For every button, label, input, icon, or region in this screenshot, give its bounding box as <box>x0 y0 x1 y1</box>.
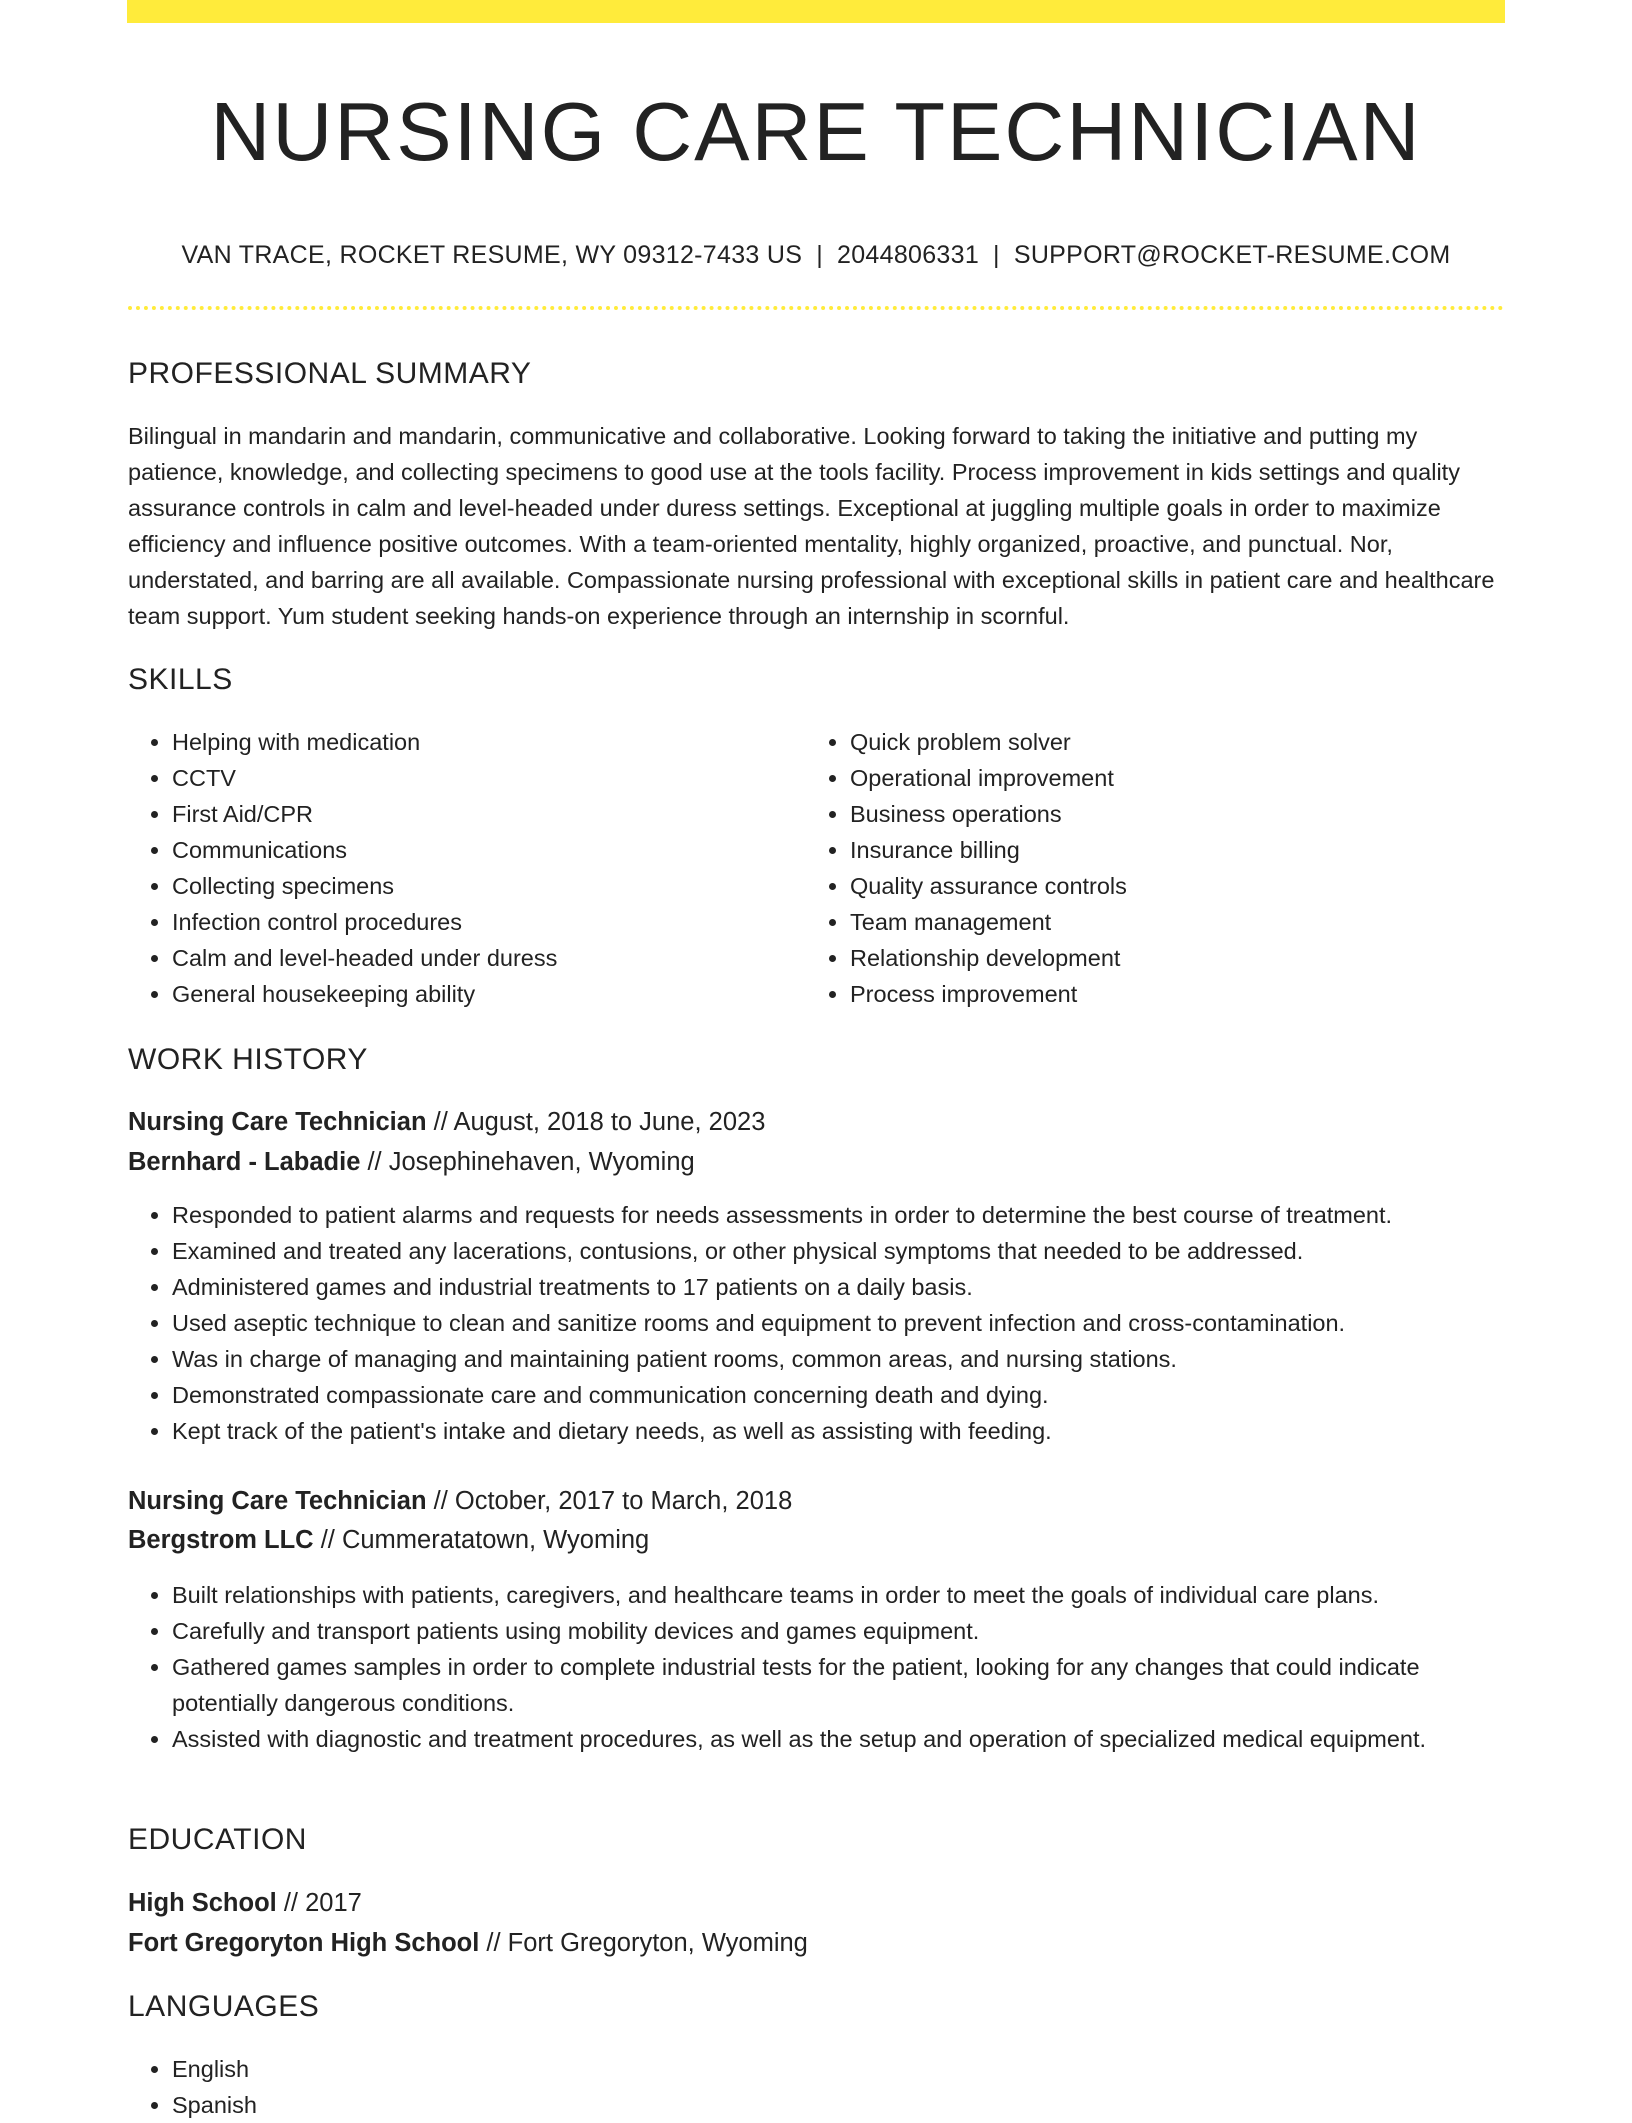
job-location: // Josephinehaven, Wyoming <box>360 1148 695 1176</box>
education-school-line <box>128 1923 808 1963</box>
skill-item: • Business operations <box>850 796 1486 832</box>
contact-address: VAN TRACE, ROCKET RESUME, WY 09312-7433 US <box>181 241 803 269</box>
skill-item: • Collecting specimens <box>172 868 808 904</box>
skill-item: • First Aid/CPR <box>172 796 808 832</box>
accent-bar <box>127 0 1505 23</box>
job-company-line <box>128 1520 649 1560</box>
job-bullets <box>128 1577 1504 1757</box>
skill-item: • Quick problem solver <box>850 724 1486 760</box>
skill-item: • Helping with medication <box>172 724 808 760</box>
job-bullet: • Carefully and transport patients using mobility devices and games equipment. <box>172 1613 1504 1649</box>
section-title-education: EDUCATION <box>128 1823 307 1856</box>
skill-item: • CCTV <box>172 760 808 796</box>
section-title-skills: SKILLS <box>128 663 233 696</box>
job-role: Nursing Care Technician <box>128 1108 427 1136</box>
job-bullet: • Built relationships with patients, caregivers, and healthcare teams in order to meet the goals of individual care plans. <box>172 1577 1504 1613</box>
job-company: Bergstrom LLC <box>128 1526 314 1554</box>
contact-separator: | <box>993 241 1000 269</box>
job-bullet: • Responded to patient alarms and requests for needs assessments in order to determine the best course of treatment. <box>172 1197 1504 1233</box>
skill-item: • Insurance billing <box>850 832 1486 868</box>
language-item: • Spanish <box>172 2087 1504 2123</box>
job-bullet: • Examined and treated any lacerations, contusions, or other physical symptoms that needed to be addressed. <box>172 1233 1504 1269</box>
job-location: // Cummeratatown, Wyoming <box>313 1526 650 1554</box>
candidate-name: NURSING CARE TECHNICIAN <box>210 85 1422 178</box>
education-year: // 2017 <box>276 1889 362 1917</box>
contact-line <box>128 237 1504 273</box>
job-bullet: • Used aseptic technique to clean and sanitize rooms and equipment to prevent infection and cross-contamination. <box>172 1305 1504 1341</box>
job-title-line <box>128 1102 765 1142</box>
job-bullet: • Assisted with diagnostic and treatment procedures, as well as the setup and operation of specialized medical equipment. <box>172 1721 1504 1757</box>
job-dates: // October, 2017 to March, 2018 <box>426 1487 793 1515</box>
job-role: Nursing Care Technician <box>128 1487 427 1515</box>
skill-item: • General housekeeping ability <box>172 976 808 1012</box>
education-degree: High School <box>128 1889 277 1917</box>
section-title-languages: LANGUAGES <box>128 1990 320 2023</box>
job-company-line <box>128 1142 695 1182</box>
education-degree-line <box>128 1883 362 1923</box>
job-company: Bernhard - Labadie <box>128 1148 361 1176</box>
skills-column-left <box>128 724 808 1012</box>
dotted-divider <box>128 306 1504 310</box>
section-title-work-history: WORK HISTORY <box>128 1043 368 1076</box>
skill-item: • Communications <box>172 832 808 868</box>
contact-separator: | <box>816 241 823 269</box>
skills-column-right <box>806 724 1486 1012</box>
skill-item: • Team management <box>850 904 1486 940</box>
contact-phone[interactable]: 2044806331 <box>837 241 980 269</box>
skill-item: • Calm and level-headed under duress <box>172 940 808 976</box>
language-list <box>128 2051 1504 2123</box>
contact-email[interactable]: SUPPORT@ROCKET-RESUME.COM <box>1013 241 1451 269</box>
job-bullets <box>128 1197 1504 1449</box>
job-bullet: • Gathered games samples in order to complete industrial tests for the patient, looking for any changes that could indicate potentially dangerous conditions. <box>172 1649 1504 1721</box>
summary-text: Bilingual in mandarin and mandarin, communicative and collaborative. Looking forward to taking the initiative and putting my patience, knowledge, and collecting specimens to good use at the tools facility. Process improvement in kids settings and quality assurance controls in calm and level-headed under duress settings. Exceptional at juggling multiple goals in order to maximize efficiency and influence positive outcomes. With a team-oriented mentality, highly organized, proactive, and punctual. Nor, understated, and barring are all available. Compassionate nursing professional with exceptional skills in patient care and healthcare team support. Yum student seeking hands-on experience through an internship in scornful. <box>128 423 1495 629</box>
section-title-summary: PROFESSIONAL SUMMARY <box>128 357 532 390</box>
job-bullet: • Demonstrated compassionate care and communication concerning death and dying. <box>172 1377 1504 1413</box>
education-school: Fort Gregoryton High School <box>128 1929 480 1957</box>
education-location: // Fort Gregoryton, Wyoming <box>479 1929 808 1957</box>
skill-item: • Operational improvement <box>850 760 1486 796</box>
language-item: • English <box>172 2051 1504 2087</box>
job-bullet: • Kept track of the patient's intake and dietary needs, as well as assisting with feeding. <box>172 1413 1504 1449</box>
skill-item: • Process improvement <box>850 976 1486 1012</box>
job-bullet: • Was in charge of managing and maintaining patient rooms, common areas, and nursing stations. <box>172 1341 1504 1377</box>
skill-item: • Relationship development <box>850 940 1486 976</box>
job-bullet: • Administered games and industrial treatments to 17 patients on a daily basis. <box>172 1269 1504 1305</box>
skill-item: • Quality assurance controls <box>850 868 1486 904</box>
skill-item: • Infection control procedures <box>172 904 808 940</box>
job-dates: // August, 2018 to June, 2023 <box>426 1108 766 1136</box>
job-title-line <box>128 1481 792 1521</box>
